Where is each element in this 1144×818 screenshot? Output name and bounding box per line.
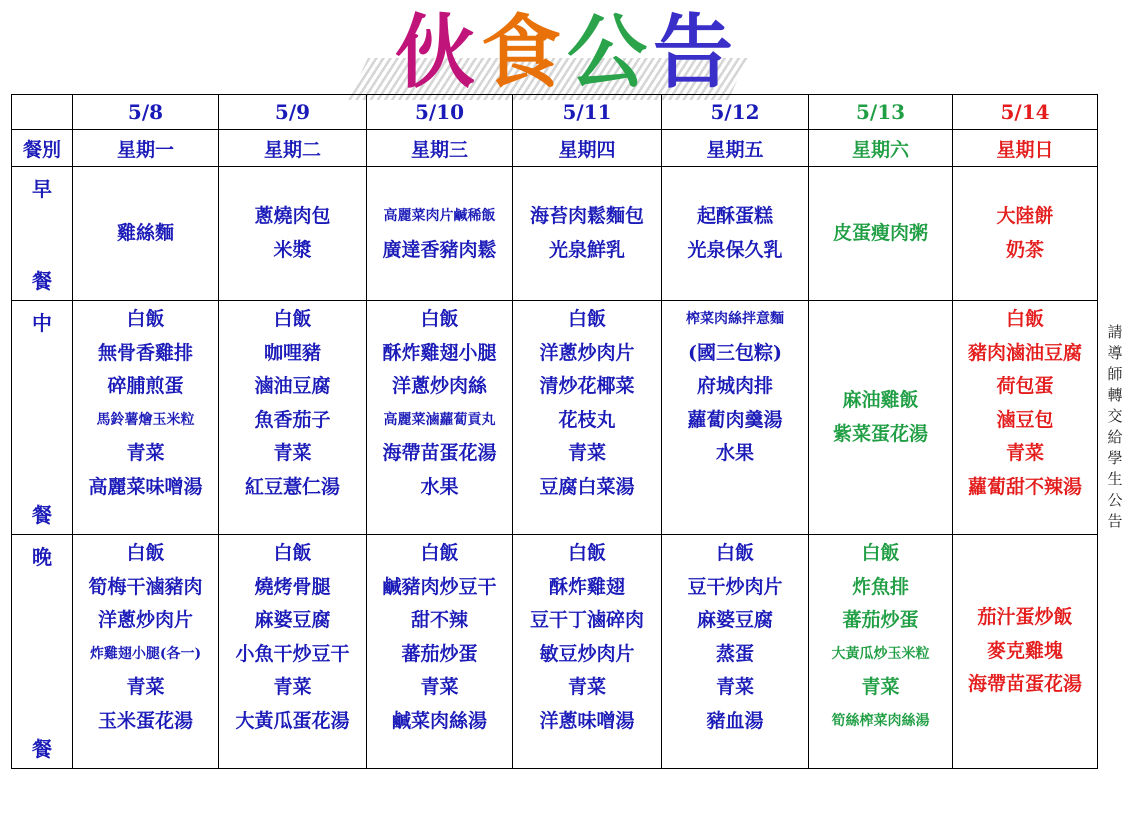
weekday-row: [12, 130, 1098, 167]
date-cell: 5/14: [953, 95, 1098, 130]
date-cell: 5/12: [662, 95, 809, 130]
weekday-cell: 星期二: [219, 130, 367, 167]
date-corner-cell: [12, 95, 73, 130]
menu-item: 滷豆包: [996, 408, 1054, 431]
menu-cell: [662, 167, 809, 301]
menu-cell: [953, 167, 1098, 301]
weekday-cell: 星期六: [809, 130, 953, 167]
meal-label-cell: [12, 167, 73, 301]
menu-item: 青菜: [861, 676, 900, 698]
meal-label-bottom: 餐: [32, 269, 52, 293]
side-note-char: 生: [1107, 470, 1123, 488]
menu-item: 白飯: [273, 308, 312, 330]
menu-item: 無骨香雞排: [97, 341, 193, 364]
menu-item: 炸魚排: [851, 575, 909, 598]
menu-item: 麻婆豆腐: [254, 609, 331, 631]
menu-item: 蘿蔔甜不辣湯: [967, 475, 1082, 498]
side-note-char: 給: [1107, 428, 1123, 446]
menu-item: 光泉保久乳: [687, 238, 783, 261]
menu-item: 水果: [420, 475, 459, 498]
menu-item: 魚香茄子: [254, 408, 331, 431]
menu-item: 豬血湯: [706, 709, 764, 732]
menu-cell: [662, 301, 809, 535]
menu-cell: [367, 535, 513, 769]
menu-item: 白飯: [567, 542, 606, 564]
side-note-char: 公: [1107, 491, 1123, 509]
menu-item: 高麗菜肉片鹹稀飯: [383, 208, 496, 224]
menu-item: 碎脯煎蛋: [107, 375, 184, 397]
menu-item: 海苔肉鬆麵包: [529, 205, 644, 227]
menu-item: 大黃瓜蛋花湯: [235, 709, 350, 732]
menu-item: 青菜: [126, 676, 165, 698]
menu-item: 馬鈴薯燴玉米粒: [96, 411, 195, 428]
date-cell: 5/11: [513, 95, 662, 130]
menu-item: 白飯: [420, 542, 459, 564]
weekday-cell: 星期三: [367, 130, 513, 167]
meal-label-cell: [12, 535, 73, 769]
weekday-cell: 星期五: [662, 130, 809, 167]
menu-item: 酥炸雞翅小腿: [382, 341, 497, 364]
menu-item: 燒烤骨腿: [254, 575, 331, 598]
menu-cell: [367, 167, 513, 301]
meal-label-bottom: 餐: [32, 737, 52, 761]
menu-item: 白飯: [861, 542, 900, 564]
weekday-cell: 星期日: [953, 130, 1098, 167]
menu-item: 咖哩豬: [263, 341, 321, 364]
menu-item: 廣達香豬肉鬆: [382, 238, 497, 261]
side-note-char: 告: [1107, 512, 1123, 530]
menu-item: 炸雞翅小腿(各一): [89, 645, 202, 662]
menu-cell: [953, 301, 1098, 535]
menu-item: 敏豆炒肉片: [539, 642, 635, 665]
menu-cell: [809, 167, 953, 301]
menu-cell: [219, 301, 367, 535]
side-note-char: 轉: [1107, 386, 1123, 404]
menu-item: 麻婆豆腐: [696, 609, 773, 631]
menu-item: 白飯: [126, 542, 165, 564]
date-cell: 5/8: [73, 95, 219, 130]
side-note-char: 導: [1107, 344, 1123, 362]
menu-item: 荷包蛋: [996, 375, 1054, 397]
menu-item: 青菜: [715, 676, 754, 698]
menu-cell: [367, 301, 513, 535]
meal-row-lunch: [12, 301, 1098, 535]
menu-item: 白飯: [420, 308, 459, 330]
menu-item: 蕃茄炒蛋: [842, 609, 919, 631]
menu-item: 蒸蛋: [715, 642, 754, 665]
menu-cell: [73, 535, 219, 769]
menu-item: 雞絲麵: [116, 221, 174, 244]
meal-row-breakfast: [12, 167, 1098, 301]
menu-item: 筍梅干滷豬肉: [88, 575, 203, 598]
menu-item: 紫菜蛋花湯: [832, 422, 928, 445]
menu-item: 高麗菜滷蘿蔔貢丸: [383, 411, 496, 428]
side-note: [1106, 322, 1124, 532]
title-char-3: 公: [567, 5, 653, 99]
menu-item: 筍絲榨菜肉絲湯: [831, 712, 930, 729]
side-note-char: 交: [1107, 407, 1123, 425]
side-note-char: 請: [1107, 323, 1123, 341]
title-banner: [340, 0, 760, 100]
menu-cell: [513, 301, 662, 535]
menu-item: 鹹豬肉炒豆干: [382, 575, 497, 598]
menu-item: 玉米蛋花湯: [97, 709, 193, 732]
menu-cell: [513, 167, 662, 301]
menu-item: (國三包粽): [688, 341, 782, 364]
title-char-4: 告: [653, 5, 739, 99]
side-note-char: 師: [1107, 365, 1123, 383]
menu-item: 青菜: [420, 676, 459, 698]
menu-item: 鹹菜肉絲湯: [391, 709, 487, 732]
menu-item: 酥炸雞翅: [548, 575, 625, 598]
menu-item: 奶茶: [1005, 238, 1044, 261]
menu-item: 白飯: [1005, 308, 1044, 330]
menu-item: 白飯: [126, 308, 165, 330]
date-cell: 5/9: [219, 95, 367, 130]
menu-item: 小魚干炒豆干: [235, 642, 350, 665]
menu-item: 豆干炒肉片: [687, 575, 783, 598]
menu-cell: [662, 535, 809, 769]
menu-cell: [219, 167, 367, 301]
menu-item: 大黃瓜炒玉米粒: [831, 645, 930, 662]
menu-item: 白飯: [273, 542, 312, 564]
menu-item: 洋蔥炒肉片: [97, 609, 193, 631]
menu-item: 蕃茄炒蛋: [401, 642, 478, 665]
date-row: [12, 95, 1098, 130]
menu-cell: [809, 535, 953, 769]
meal-column-header: 餐別: [12, 130, 73, 167]
meal-label-top: 早: [32, 177, 52, 201]
menu-item: 滷油豆腐: [254, 375, 331, 397]
menu-item: 麥克雞塊: [986, 639, 1063, 662]
menu-item: 青菜: [273, 442, 312, 464]
menu-item: 蔥燒肉包: [254, 205, 331, 227]
menu-item: 花枝丸: [558, 408, 616, 431]
menu-item: 白飯: [715, 542, 754, 564]
meal-label-bottom: 餐: [32, 503, 52, 527]
menu-item: 皮蛋瘦肉粥: [832, 221, 928, 244]
menu-cell: [953, 535, 1098, 769]
menu-item: 光泉鮮乳: [548, 238, 625, 261]
meal-row-dinner: [12, 535, 1098, 769]
page-title: [395, 2, 739, 102]
menu-item: 府城肉排: [696, 375, 773, 397]
menu-item: 海帶苗蛋花湯: [382, 442, 497, 464]
menu-item: 水果: [715, 442, 754, 464]
date-cell: 5/13: [809, 95, 953, 130]
menu-cell: [513, 535, 662, 769]
meal-label-top: 晚: [32, 545, 52, 569]
menu-item: 豆干丁滷碎肉: [529, 609, 644, 631]
menu-item: 青菜: [1005, 442, 1044, 464]
menu-item: 青菜: [567, 676, 606, 698]
menu-item: 青菜: [567, 442, 606, 464]
side-note-char: 學: [1107, 449, 1123, 467]
menu-item: 麻油雞飯: [842, 389, 919, 411]
menu-item: 紅豆薏仁湯: [244, 475, 340, 498]
menu-item: 青菜: [273, 676, 312, 698]
menu-item: 海帶苗蛋花湯: [967, 673, 1082, 696]
menu-item: 洋蔥炒肉絲: [391, 375, 487, 397]
menu-item: 豬肉滷油豆腐: [967, 341, 1082, 364]
menu-cell: [73, 167, 219, 301]
menu-cell: [73, 301, 219, 535]
menu-item: 白飯: [567, 308, 606, 330]
weekday-cell: 星期一: [73, 130, 219, 167]
menu-item: 茄汁蛋炒飯: [977, 606, 1073, 629]
weekday-cell: 星期四: [513, 130, 662, 167]
menu-item: 高麗菜味噌湯: [88, 475, 203, 498]
menu-item: 洋蔥炒肉片: [539, 341, 635, 364]
menu-item: 蘿蔔肉羹湯: [687, 408, 783, 431]
meal-label-top: 中: [32, 311, 52, 335]
meal-label-cell: [12, 301, 73, 535]
title-char-1: 伙: [395, 5, 481, 99]
menu-item: 榨菜肉絲拌意麵: [686, 311, 784, 327]
menu-item: 洋蔥味噌湯: [539, 709, 635, 732]
menu-cell: [809, 301, 953, 535]
date-cell: 5/10: [367, 95, 513, 130]
title-char-2: 食: [481, 5, 567, 99]
menu-item: 大陸餅: [996, 205, 1054, 227]
menu-item: 甜不辣: [410, 609, 468, 631]
menu-item: 米漿: [273, 238, 312, 261]
menu-cell: [219, 535, 367, 769]
menu-item: 青菜: [126, 442, 165, 464]
menu-table: [11, 94, 1098, 769]
menu-item: 清炒花椰菜: [539, 375, 635, 397]
menu-item: 起酥蛋糕: [696, 205, 773, 227]
menu-item: 豆腐白菜湯: [539, 475, 635, 498]
